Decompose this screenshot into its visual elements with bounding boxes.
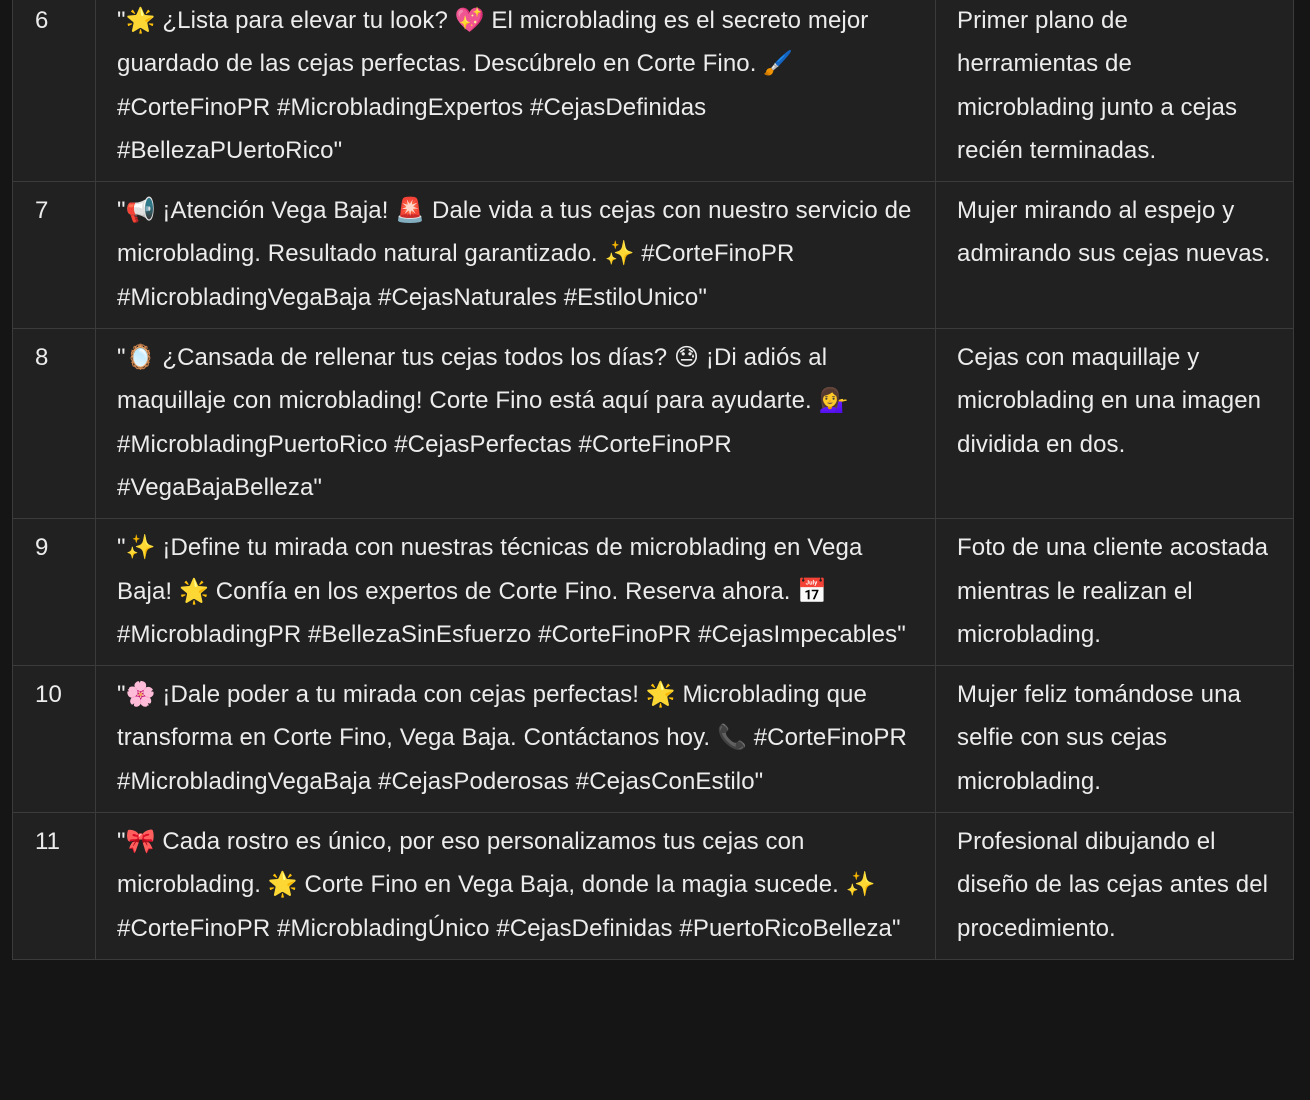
row-number-cell: 7 bbox=[13, 182, 96, 329]
post-text-cell: "🌟 ¿Lista para elevar tu look? 💖 El microblading es el secreto mejor guardado de las cejas perfectas. Descúbrelo en Corte Fino. 🖌️ #CorteFinoPR #MicrobladingExpertos #CejasDefinidas #BellezaPUertoRico" bbox=[96, 0, 936, 182]
table-row bbox=[13, 813, 1294, 960]
row-number-cell: 8 bbox=[13, 329, 96, 519]
post-text-cell: "🌸 ¡Dale poder a tu mirada con cejas perfectas! 🌟 Microblading que transforma en Corte Fino, Vega Baja. Contáctanos hoy. 📞 #CorteFinoPR #MicrobladingVegaBaja #CejasPoderosas #CejasConEstilo" bbox=[96, 666, 936, 813]
row-number-cell: 11 bbox=[13, 813, 96, 960]
image-description-cell: Mujer feliz tomándose una selfie con sus cejas microblading. bbox=[936, 666, 1294, 813]
image-description-cell: Primer plano de herramientas de microblading junto a cejas recién terminadas. bbox=[936, 0, 1294, 182]
table-row bbox=[13, 0, 1294, 182]
post-text-cell: "🎀 Cada rostro es único, por eso personalizamos tus cejas con microblading. 🌟 Corte Fino en Vega Baja, donde la magia sucede. ✨ #CorteFinoPR #MicrobladingÚnico #CejasDefinidas #PuertoRicoBelleza" bbox=[96, 813, 936, 960]
table-row bbox=[13, 329, 1294, 519]
row-number-cell: 6 bbox=[13, 0, 96, 182]
post-text-cell: "🪞 ¿Cansada de rellenar tus cejas todos los días? 😓 ¡Di adiós al maquillaje con microblading! Corte Fino está aquí para ayudarte. 💁‍♀️ #MicrobladingPuertoRico #CejasPerfectas #CorteFinoPR #VegaBajaBelleza" bbox=[96, 329, 936, 519]
row-number-cell: 10 bbox=[13, 666, 96, 813]
post-text-cell: "✨ ¡Define tu mirada con nuestras técnicas de microblading en Vega Baja! 🌟 Confía en los expertos de Corte Fino. Reserva ahora. 📅 #MicrobladingPR #BellezaSinEsfuerzo #CorteFinoPR #CejasImpecables" bbox=[96, 519, 936, 666]
image-description-cell: Mujer mirando al espejo y admirando sus cejas nuevas. bbox=[936, 182, 1294, 329]
posts-table bbox=[12, 0, 1294, 960]
image-description-cell: Foto de una cliente acostada mientras le realizan el microblading. bbox=[936, 519, 1294, 666]
table-row bbox=[13, 519, 1294, 666]
image-description-cell: Profesional dibujando el diseño de las cejas antes del procedimiento. bbox=[936, 813, 1294, 960]
table-row bbox=[13, 666, 1294, 813]
row-number-cell: 9 bbox=[13, 519, 96, 666]
post-text-cell: "📢 ¡Atención Vega Baja! 🚨 Dale vida a tus cejas con nuestro servicio de microblading. Resultado natural garantizado. ✨ #CorteFinoPR #MicrobladingVegaBaja #CejasNaturales #EstiloUnico" bbox=[96, 182, 936, 329]
table-row bbox=[13, 182, 1294, 329]
image-description-cell: Cejas con maquillaje y microblading en una imagen dividida en dos. bbox=[936, 329, 1294, 519]
content-table-container bbox=[12, 0, 1293, 960]
